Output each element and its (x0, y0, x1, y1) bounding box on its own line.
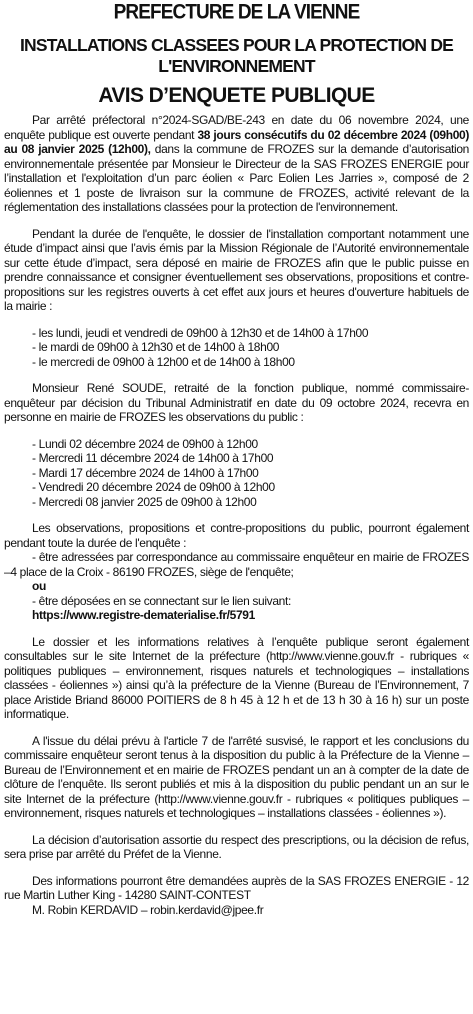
notice-title: AVIS D’ENQUETE PUBLIQUE (98, 84, 375, 107)
sessions-list (4, 437, 469, 510)
consultation-paragraph: Le dossier et les informations relatives à l’enquête publique seront également consultables sur le site Internet de la préfecture (http://www.vienne.gouv.fr - rubriques « politiques publiques – environnement, risques naturels et technologiques – installations classées - éoliennes ») ainsi qu’à la préfecture de la Vienne (Bureau de l’Environnement, 7 place Aristide Briand 86000 POITIERS de 8 h 45 à 12 h et de 13 h 30 à 16 h) sur un poste informatique. (4, 634, 469, 721)
list-item: - Lundi 02 décembre 2024 de 09h00 à 12h00 (32, 436, 258, 451)
intro-dates: 38 jours consécutifs du 02 décembre 2024 (09h00) au 08 janvier 2025 (12h00), (4, 127, 469, 156)
commissaire-paragraph: Monsieur René SOUDE, retraité de la fonction publique, nommé commissaire-enquêteur par décision du Tribunal Administratif en date du 09 octobre 2024, recevra en personne en mairie de FROZES les observations du public : (4, 381, 469, 424)
list-item: - Vendredi 20 décembre 2024 de 09h00 à 12h00 (32, 480, 275, 494)
decision-paragraph: La décision d’autorisation assortie du respect des prescriptions, ou la décision de refus, sera prise par arrêté du Préfet de la Vienne. (4, 832, 469, 861)
registry-link[interactable]: https://www.registre-dematerialise.fr/5791 (32, 608, 255, 622)
public-notice (0, 2, 473, 1014)
observations-post: - être adressées par correspondance au commissaire enquêteur en mairie de FROZES –4 place de la Croix - 86190 FROZES, siège de l'enquête; (4, 550, 469, 579)
intro-text-1: Par arrêté préfectoral n°2024-SGAD/BE-243 en date du 06 novembre 2024, une enquête publique est ouverte pendant (4, 113, 469, 142)
contact-person: M. Robin KERDAVID – robin.kerdavid@jpee.fr (32, 902, 264, 917)
dossier-paragraph: Pendant la durée de l'enquête, le dossier de l'installation comportant notamment une étude d’impact ainsi que l’avis émis par la Mission Régionale de l’Autorité environnementale sur cette étude d’impact, sera déposé en mairie de FROZES afin que le public puisse en prendre connaissance et consigner éventuellement ses observations, propositions et contre-propositions sur les registres ouverts à cet effet aux jours et heures d'ouverture habituels de la mairie : (4, 226, 469, 313)
list-item: - le mardi de 09h00 à 12h30 et de 14h00 à 18h00 (32, 340, 280, 354)
list-item: - les lundi, jeudi et vendredi de 09h00 à 12h30 et de 14h00 à 17h00 (32, 325, 369, 340)
observations-online: - être déposées en se connectant sur le lien suivant: (32, 593, 291, 608)
contact-paragraph: Des informations pourront être demandées auprès de la SAS FROZES ENERGIE - 12 rue Martin Luther King - 14280 SAINT-CONTEST (4, 873, 469, 902)
category-heading: INSTALLATIONS CLASSEES POUR LA PROTECTION DE L'ENVIRONNEMENT (19, 35, 454, 76)
intro-text-2: dans la commune de FROZES sur la demande d’autorisation environnementale présentée par Monsieur le Directeur de la SAS FROZES ENERGIE pour l’installation et l'exploitation d’un parc éolien « Parc Eolien Les Jarries », composé de 2 éoliennes et 1 poste de livraison sur la commune de FROZES, activité relevant de la réglementation des installations classées pour la protection de l'environnement. (4, 142, 469, 214)
observations-or: ou (32, 579, 46, 593)
opening-hours-list (4, 326, 469, 370)
list-item: - le mercredi de 09h00 à 12h00 et de 14h00 à 18h00 (32, 354, 295, 369)
prefecture-heading: PREFECTURE DE LA VIENNE (113, 0, 360, 25)
conclusion-paragraph: A l'issue du délai prévu à l'article 7 de l'arrêté susvisé, le rapport et les conclusions du commissaire enquêteur seront tenus à la disposition du public à la Préfecture de la Vienne – Bureau de l’Environnement et en mairie de FROZES pendant un an à compter de la date de clôture de l’enquête. Ils seront publiés et mis à la disposition du public pendant un an sur le site Internet de la préfecture (http://www.vienne.gouv.fr - rubriques « politiques publiques – environnement, risques naturels et technologiques – installations classées - éoliennes »). (4, 733, 469, 820)
observations-paragraph: Les observations, propositions et contre-propositions du public, pourront également pendant toute la durée de l'enquête : (4, 521, 469, 550)
intro-paragraph (4, 113, 469, 215)
list-item: - Mardi 17 décembre 2024 de 14h00 à 17h00 (32, 465, 259, 480)
list-item: - Mercredi 11 décembre 2024 de 14h00 à 17h00 (32, 451, 274, 465)
list-item: - Mercredi 08 janvier 2025 de 09h00 à 12h00 (32, 494, 257, 509)
